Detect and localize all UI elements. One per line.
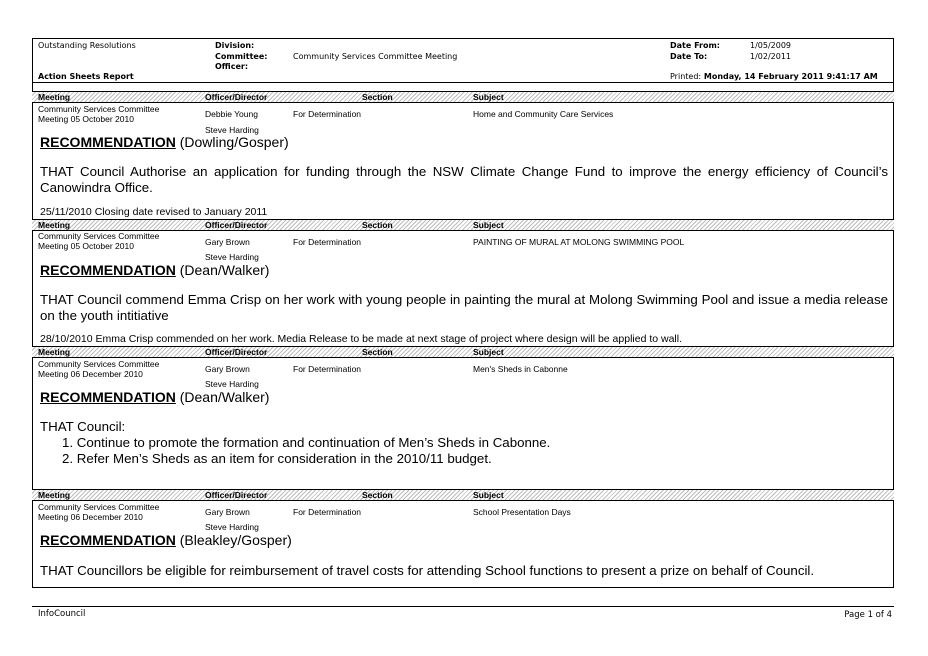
col-subject: Subject: [473, 347, 504, 357]
officer-name: Gary Brown: [205, 507, 250, 517]
footer-brand: InfoCouncil: [38, 609, 86, 619]
section-value: For Determination: [293, 237, 362, 247]
meeting-date: Meeting 06 December 2010: [38, 369, 143, 379]
col-section: Section: [362, 220, 393, 230]
resolution-text: THAT Council commend Emma Crisp on her work with young people in painting the mural at Molong Swimming Pool and issue a media release on the youth intitiative: [40, 292, 888, 323]
col-section: Section: [362, 490, 393, 500]
meeting-name: Community Services Committee: [38, 231, 160, 241]
director-name: Steve Harding: [205, 125, 259, 135]
recommendation-label: RECOMMENDATION: [40, 262, 176, 278]
resolution-text: THAT Councillors be eligible for reimbursement of travel costs for attending School functions to present a prize on behalf of Council.: [40, 563, 815, 578]
section-value: For Determination: [293, 109, 362, 119]
col-meeting: Meeting: [38, 92, 71, 102]
subject-value: PAINTING OF MURAL AT MOLONG SWIMMING POOL: [473, 237, 685, 247]
subject-value: Men's Sheds in Cabonne: [473, 364, 568, 374]
page-number: Page 1 of 4: [844, 610, 892, 620]
action-note: 28/10/2010 Emma Crisp commended on her work. Media Release to be made at next stage of project where design will be applied to wall.: [40, 333, 683, 345]
printed-info: [670, 71, 878, 82]
report-type: Outstanding Resolutions: [38, 41, 136, 50]
col-officer: Officer/Director: [205, 92, 268, 102]
footer-divider: [32, 606, 894, 607]
officer-label: Officer:: [215, 62, 249, 71]
column-header-bar: [32, 219, 894, 231]
col-meeting: Meeting: [38, 347, 71, 357]
col-officer: Officer/Director: [205, 220, 268, 230]
officer-name: Debbie Young: [205, 109, 258, 119]
recommendation-movers: (Dowling/Gosper): [175, 134, 289, 150]
subject-value: School Presentation Days: [473, 507, 571, 517]
recommendation-heading: [40, 262, 269, 278]
officer-name: Gary Brown: [205, 364, 250, 374]
meeting-date: Meeting 05 October 2010: [38, 114, 134, 124]
col-officer: Officer/Director: [205, 490, 268, 500]
date-to-value: 1/02/2011: [750, 52, 792, 61]
section-value: For Determination: [293, 364, 362, 374]
director-name: Steve Harding: [205, 252, 259, 262]
action-note: 25/11/2010 Closing date revised to January 2011: [40, 206, 268, 218]
header-divider: [32, 82, 894, 83]
officer-name: Gary Brown: [205, 237, 250, 247]
col-meeting: Meeting: [38, 220, 71, 230]
director-name: Steve Harding: [205, 522, 259, 532]
committee-value: Community Services Committee Meeting: [293, 52, 458, 61]
meeting-date: Meeting 05 October 2010: [38, 241, 134, 251]
recommendation-heading: [40, 134, 289, 150]
meeting-name: Community Services Committee: [38, 359, 160, 369]
column-header-bar: [32, 91, 894, 103]
resolution-list-item: 1. Continue to promote the formation and continuation of Men’s Sheds in Cabonne.: [62, 435, 551, 450]
date-to-label: Date To:: [670, 52, 708, 61]
director-name: Steve Harding: [205, 379, 259, 389]
printed-value: Monday, 14 February 2011 9:41:17 AM: [703, 72, 878, 81]
printed-label: Printed:: [670, 72, 702, 81]
division-label: Division:: [215, 41, 255, 50]
meeting-date: Meeting 06 December 2010: [38, 512, 143, 522]
column-header-bar: [32, 346, 894, 358]
resolution-list-item: 2. Refer Men’s Sheds as an item for consideration in the 2010/11 budget.: [62, 451, 492, 466]
meeting-name: Community Services Committee: [38, 104, 160, 114]
section-value: For Determination: [293, 507, 362, 517]
recommendation-heading: [40, 389, 269, 405]
meeting-name: Community Services Committee: [38, 502, 160, 512]
col-subject: Subject: [473, 490, 504, 500]
committee-label: Committee:: [215, 52, 268, 61]
recommendation-movers: (Dean/Walker): [175, 262, 270, 278]
col-section: Section: [362, 347, 393, 357]
recommendation-heading: [40, 532, 292, 548]
resolution-text: THAT Council:: [40, 419, 126, 434]
column-header-bar: [32, 489, 894, 501]
col-subject: Subject: [473, 92, 504, 102]
date-from-label: Date From:: [670, 41, 721, 50]
recommendation-label: RECOMMENDATION: [40, 134, 176, 150]
subject-value: Home and Community Care Services: [473, 109, 614, 119]
recommendation-label: RECOMMENDATION: [40, 532, 176, 548]
col-officer: Officer/Director: [205, 347, 268, 357]
recommendation-movers: (Bleakley/Gosper): [175, 532, 292, 548]
resolution-text: THAT Council Authorise an application for funding through the NSW Climate Change Fund to improve the energy efficiency of Council’s Canowindra Office.: [40, 164, 888, 195]
date-from-value: 1/05/2009: [750, 41, 792, 50]
recommendation-movers: (Dean/Walker): [175, 389, 270, 405]
recommendation-label: RECOMMENDATION: [40, 389, 176, 405]
col-meeting: Meeting: [38, 490, 71, 500]
col-section: Section: [362, 92, 393, 102]
col-subject: Subject: [473, 220, 504, 230]
report-title: Action Sheets Report: [38, 72, 134, 81]
